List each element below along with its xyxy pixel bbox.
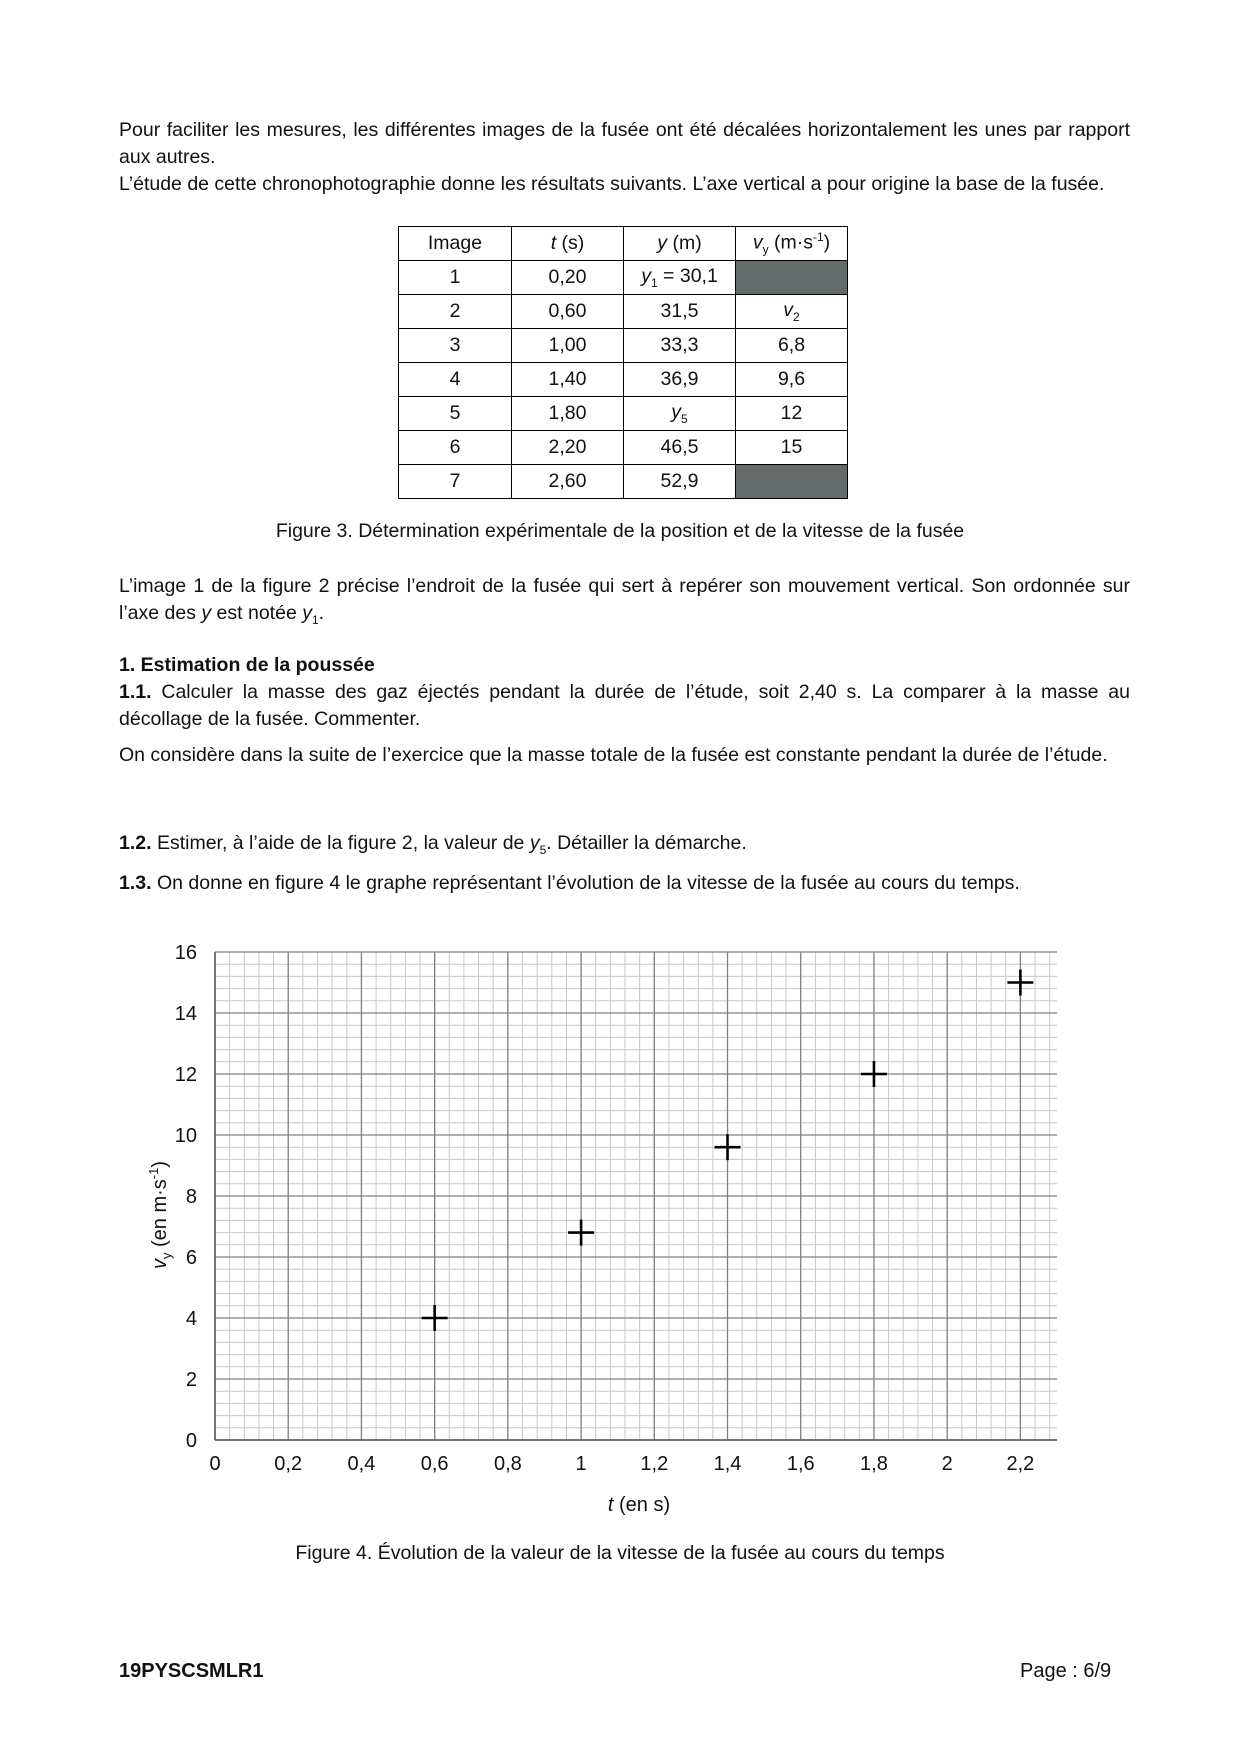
results-table	[398, 226, 848, 499]
velocity-chart	[0, 920, 1240, 1520]
cell-t: 2,60	[512, 465, 624, 499]
cell-y: $y_5$	[624, 397, 736, 431]
cell-image: 1	[399, 261, 512, 295]
header-y: y (m)	[624, 227, 736, 261]
cell-y: 31,5	[624, 295, 736, 329]
cell-image: 2	[399, 295, 512, 329]
x-tick-label: 1,8	[860, 1453, 888, 1475]
x-tick-label: 0	[209, 1453, 221, 1475]
y-tick-label: 12	[174, 1064, 197, 1086]
figure4-caption: Figure 4. Évolution de la valeur de la vitesse de la fusée au cours du temps	[295, 1542, 945, 1564]
data-point	[568, 1220, 594, 1246]
cell-image: 7	[399, 465, 512, 499]
cell-t: 1,80	[512, 397, 624, 431]
x-tick-label: 0,4	[347, 1453, 376, 1475]
cell-vy: $v_2$	[736, 295, 848, 329]
table-header-row	[399, 227, 848, 261]
cell-vy-shaded	[736, 261, 848, 295]
cell-t: 1,00	[512, 329, 624, 363]
question-1-2: 1.2. Estimer, à l’aide de la figure 2, la valeur de $y_5$. Détailler la démarche.	[119, 832, 747, 857]
data-point	[861, 1061, 887, 1087]
document-code: 19PYSCSMLR1	[119, 1660, 264, 1682]
table-row	[399, 295, 848, 329]
table-row	[399, 363, 848, 397]
cell-image: 4	[399, 363, 512, 397]
x-tick-label: 1	[575, 1453, 587, 1475]
cell-y: $y_1 = 30,1$	[624, 261, 736, 295]
table-row	[399, 397, 848, 431]
x-tick-label: 0,6	[420, 1453, 449, 1475]
data-point	[422, 1305, 448, 1331]
image1-paragraph: L’image 1 de la figure 2 précise l’endroit de la fusée qui sert à repérer son mouvement vertical. Son ordonnée sur l’axe des y est notée $y_1$.	[119, 575, 1130, 627]
data-point	[715, 1134, 741, 1160]
table-row	[399, 465, 848, 499]
x-tick-label: 2,2	[1006, 1453, 1035, 1475]
cell-t: 2,20	[512, 431, 624, 465]
y-tick-label: 0	[185, 1430, 197, 1452]
cell-image: 5	[399, 397, 512, 431]
table-row	[399, 261, 848, 295]
header-t: t (s)	[512, 227, 624, 261]
data-point	[1007, 970, 1033, 996]
section1-heading: 1. Estimation de la poussée	[119, 654, 375, 676]
cell-t: 1,40	[512, 363, 624, 397]
cell-y: 46,5	[624, 431, 736, 465]
y-tick-label: 4	[185, 1308, 197, 1330]
chart-y-axis-label: $v_y$ (en $m\cdot s^{-1}$)	[146, 1160, 174, 1270]
x-tick-label: 2	[941, 1453, 953, 1475]
chart-x-axis-label: t (en s)	[607, 1494, 671, 1516]
x-tick-label: 0,2	[274, 1453, 303, 1475]
consider-paragraph: On considère dans la suite de l’exercice que la masse totale de la fusée est constante pendant la durée de l’étude.	[119, 744, 1108, 766]
figure3-caption: Figure 3. Détermination expérimentale de la position et de la vitesse de la fusée	[275, 520, 965, 542]
header-vy: $v_y$ $(m\cdot s^{-1})$	[736, 227, 848, 261]
cell-vy: 6,8	[736, 329, 848, 363]
cell-t: 0,60	[512, 295, 624, 329]
cell-y: 52,9	[624, 465, 736, 499]
intro-paragraph-1: Pour faciliter les mesures, les différentes images de la fusée ont été décalées horizontalement les unes par rapport aux autres.	[119, 119, 1130, 168]
x-tick-label: 0,8	[493, 1453, 522, 1475]
intro-paragraph-2: L’étude de cette chronophotographie donne les résultats suivants. L’axe vertical a pour origine la base de la fusée.	[119, 173, 1105, 195]
x-tick-label: 1,6	[786, 1453, 815, 1475]
table-row	[399, 329, 848, 363]
header-image: Image	[399, 227, 512, 261]
cell-image: 3	[399, 329, 512, 363]
y-tick-label: 10	[174, 1125, 197, 1147]
y-tick-label: 14	[174, 1003, 197, 1025]
cell-vy: 15	[736, 431, 848, 465]
page-number: Page : 6/9	[1020, 1660, 1112, 1682]
cell-image: 6	[399, 431, 512, 465]
cell-vy: 9,6	[736, 363, 848, 397]
y-tick-label: 8	[185, 1186, 197, 1208]
cell-y: 36,9	[624, 363, 736, 397]
x-tick-label: 1,4	[713, 1453, 742, 1475]
question-1-3: 1.3. On donne en figure 4 le graphe représentant l’évolution de la vitesse de la fusée au cours du temps.	[119, 872, 1020, 894]
cell-y: 33,3	[624, 329, 736, 363]
y-tick-label: 6	[185, 1247, 197, 1269]
question-1-1: 1.1. Calculer la masse des gaz éjectés pendant la durée de l’étude, soit 2,40 s. La comparer à la masse au décollage de la fusée. Commenter.	[119, 681, 1130, 730]
table-row	[399, 431, 848, 465]
y-tick-label: 16	[174, 942, 197, 964]
cell-vy: 12	[736, 397, 848, 431]
cell-vy-shaded	[736, 465, 848, 499]
cell-t: 0,20	[512, 261, 624, 295]
y-tick-label: 2	[185, 1369, 197, 1391]
x-tick-label: 1,2	[640, 1453, 669, 1475]
